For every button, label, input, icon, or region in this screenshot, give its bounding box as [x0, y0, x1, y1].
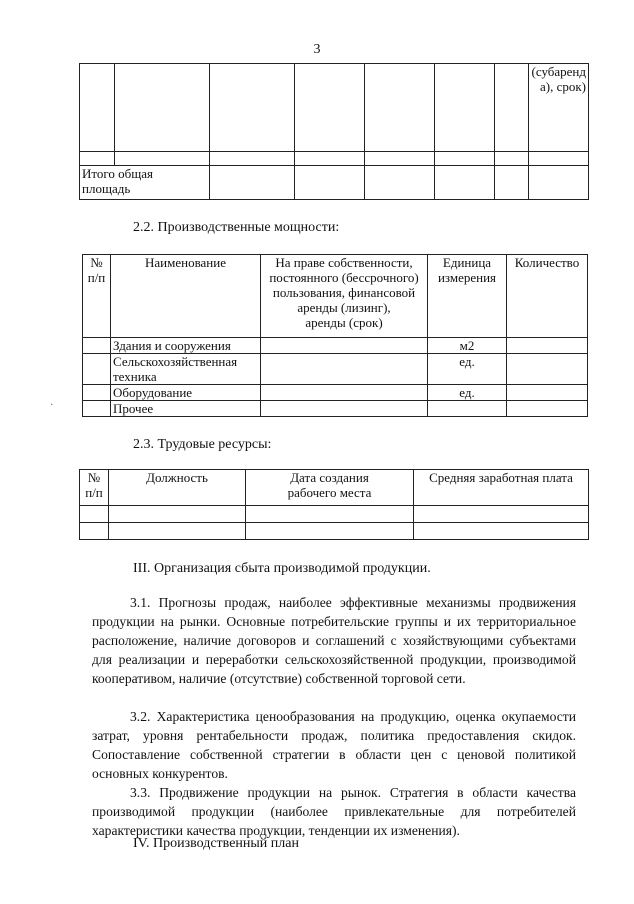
- table-row: [80, 64, 589, 152]
- section-4-title: IV. Производственный план: [133, 836, 299, 851]
- col-qty: Количество: [507, 255, 588, 338]
- table-header-row: [80, 470, 589, 506]
- table-row: Оборудование ед.: [83, 385, 588, 401]
- col-salary: Средняя заработная плата: [414, 470, 589, 506]
- paragraph-3-2: 3.2. Характеристика ценообразования на продукцию, оценка окупаемости затрат, уровня рентабельности продаж, политика предоставления скидок. Сопоставление собственной стратегии в области цен с ценовой политикой основных конкурентов.: [92, 709, 577, 781]
- section-2-3-title: 2.3. Трудовые ресурсы:: [133, 437, 272, 452]
- rights-note-cell: (субаренд а), срок): [529, 64, 589, 152]
- table-row: Прочее: [83, 401, 588, 417]
- section-3-title: III. Организация сбыта производимой продукции.: [133, 561, 431, 576]
- col-num: № п/п: [83, 255, 111, 338]
- col-name: Наименование: [111, 255, 261, 338]
- col-unit: Единица измерения: [428, 255, 507, 338]
- area-table: [79, 63, 589, 200]
- table-row-total: [80, 166, 589, 200]
- col-rights: На праве собственности, постоянного (бессрочного) пользования, финансовой аренды (лизинг), аренды (срок): [261, 255, 428, 338]
- table-row: [80, 506, 589, 523]
- table-row: [80, 523, 589, 540]
- table-row: [80, 152, 589, 166]
- col-date: Дата создания рабочего места: [246, 470, 414, 506]
- section-2-2-title: 2.2. Производственные мощности:: [133, 220, 340, 235]
- col-num: № п/п: [80, 470, 109, 506]
- labor-table: [79, 469, 589, 540]
- paragraph-3-3: 3.3. Продвижение продукции на рынок. Стратегия в области качества производимой продукции (наиболее привлекательные для потребителей характеристики качества продукции, тенденции их изменения).: [92, 785, 576, 838]
- paragraph-3-1: 3.1. Прогнозы продаж, наиболее эффективные механизмы продвижения продукции на рынки. Основные потребительские группы и их территориальное расположение, наличие договоров и соглашений с хозяйствующими субъектами для реализации и переработки сельскохозяйственной продукции, производимой кооперативом, наличие (отсутствие) собственной торговой сети.: [92, 595, 576, 686]
- col-position: Должность: [109, 470, 246, 506]
- scan-speck: ·: [50, 400, 54, 411]
- table-header-row: [83, 255, 588, 338]
- page-number: 3: [313, 42, 321, 57]
- table-row: Сельскохозяйственная техника ед.: [83, 354, 588, 385]
- total-area-label: Итого общая площадь: [80, 166, 210, 200]
- table-row: Здания и сооружения м2: [83, 338, 588, 354]
- capacity-table: [82, 254, 588, 417]
